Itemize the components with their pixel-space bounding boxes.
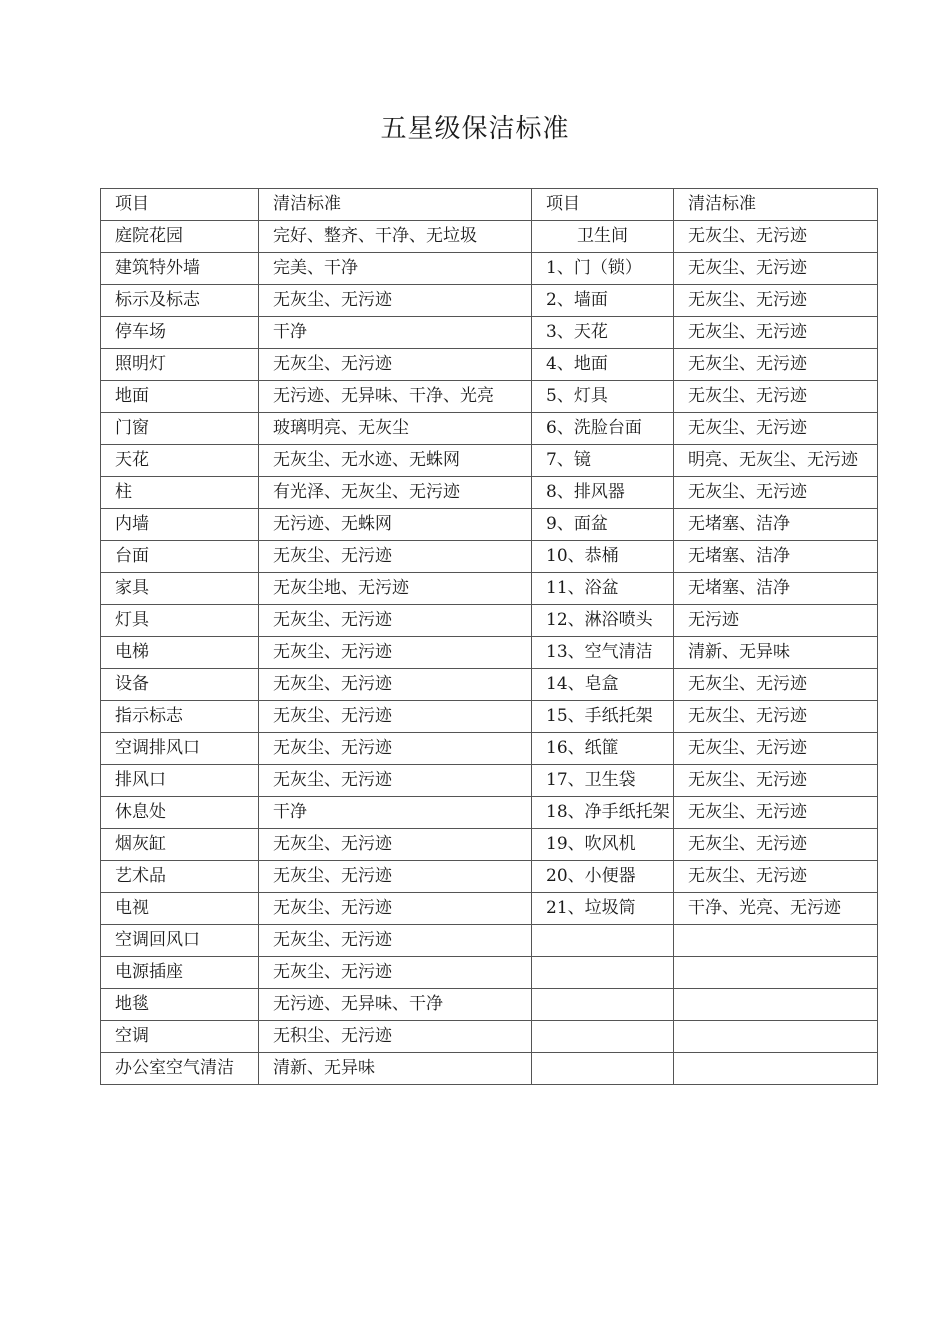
table-row (101, 637, 878, 669)
item-cell: 地面 (101, 381, 259, 413)
cleaning-standards-table (100, 188, 878, 1085)
table-row (101, 1053, 878, 1085)
item-cell: 烟灰缸 (101, 829, 259, 861)
item-cell: 家具 (101, 573, 259, 605)
table-row (101, 797, 878, 829)
bathroom-item-cell: 14、皂盒 (532, 669, 674, 701)
standard-cell: 无污迹、无蛛网 (259, 509, 532, 541)
item-cell: 设备 (101, 669, 259, 701)
page-title: 五星级保洁标准 (380, 114, 570, 144)
header-standard: 清洁标准 (674, 189, 878, 221)
table-row (101, 381, 878, 413)
bathroom-standard-cell: 无灰尘、无污迹 (674, 861, 878, 893)
item-cell: 内墙 (101, 509, 259, 541)
bathroom-item-cell: 4、地面 (532, 349, 674, 381)
table-row (101, 253, 878, 285)
table-row (101, 413, 878, 445)
item-cell: 排风口 (101, 765, 259, 797)
bathroom-item-cell: 21、垃圾筒 (532, 893, 674, 925)
bathroom-item-cell: 12、淋浴喷头 (532, 605, 674, 637)
bathroom-item-cell: 11、浴盆 (532, 573, 674, 605)
standard-cell: 无灰尘、无污迹 (259, 829, 532, 861)
bathroom-standard-cell: 干净、光亮、无污迹 (674, 893, 878, 925)
table-row (101, 925, 878, 957)
bathroom-item-cell: 13、空气清洁 (532, 637, 674, 669)
header-standard: 清洁标准 (259, 189, 532, 221)
item-cell: 空调排风口 (101, 733, 259, 765)
bathroom-item-cell: 2、墙面 (532, 285, 674, 317)
bathroom-standard-cell: 无灰尘、无污迹 (674, 253, 878, 285)
item-cell: 空调 (101, 1021, 259, 1053)
table-row (101, 221, 878, 253)
bathroom-item-cell (532, 925, 674, 957)
table-row (101, 701, 878, 733)
item-cell: 照明灯 (101, 349, 259, 381)
bathroom-item-cell: 19、吹风机 (532, 829, 674, 861)
item-cell: 电视 (101, 893, 259, 925)
item-cell: 标示及标志 (101, 285, 259, 317)
bathroom-item-cell (532, 957, 674, 989)
item-cell: 电源插座 (101, 957, 259, 989)
bathroom-standard-cell: 明亮、无灰尘、无污迹 (674, 445, 878, 477)
table-row (101, 669, 878, 701)
standard-cell: 无灰尘、无污迹 (259, 765, 532, 797)
standard-cell: 无灰尘、无污迹 (259, 605, 532, 637)
bathroom-item-cell: 15、手纸托架 (532, 701, 674, 733)
bathroom-item-cell: 20、小便器 (532, 861, 674, 893)
item-cell: 门窗 (101, 413, 259, 445)
standard-cell: 无灰尘、无污迹 (259, 349, 532, 381)
standard-cell: 无灰尘、无污迹 (259, 957, 532, 989)
bathroom-item-cell: 6、洗脸台面 (532, 413, 674, 445)
standard-cell: 无灰尘、无污迹 (259, 701, 532, 733)
bathroom-standard-cell: 清新、无异味 (674, 637, 878, 669)
bathroom-standard-cell (674, 925, 878, 957)
table-row (101, 989, 878, 1021)
bathroom-standard-cell: 无灰尘、无污迹 (674, 349, 878, 381)
table-row (101, 573, 878, 605)
table-row (101, 541, 878, 573)
bathroom-standard-cell: 无灰尘、无污迹 (674, 413, 878, 445)
bathroom-standard-cell: 无灰尘、无污迹 (674, 669, 878, 701)
standard-cell: 无污迹、无异味、干净 (259, 989, 532, 1021)
bathroom-standard-cell (674, 989, 878, 1021)
bathroom-standard-cell: 无灰尘、无污迹 (674, 765, 878, 797)
standard-cell: 完好、整齐、干净、无垃圾 (259, 221, 532, 253)
table-row (101, 733, 878, 765)
item-cell: 停车场 (101, 317, 259, 349)
item-cell: 台面 (101, 541, 259, 573)
bathroom-item-cell: 18、净手纸托架 (532, 797, 674, 829)
bathroom-standard-cell: 无灰尘、无污迹 (674, 829, 878, 861)
bathroom-standard-cell: 无污迹 (674, 605, 878, 637)
item-cell: 地毯 (101, 989, 259, 1021)
table-row (101, 445, 878, 477)
bathroom-item-cell: 16、纸篚 (532, 733, 674, 765)
table-row (101, 349, 878, 381)
standard-cell: 无灰尘、无污迹 (259, 669, 532, 701)
bathroom-standard-cell: 无灰尘、无污迹 (674, 733, 878, 765)
bathroom-standard-cell: 无灰尘、无污迹 (674, 381, 878, 413)
item-cell: 电梯 (101, 637, 259, 669)
standard-cell: 干净 (259, 797, 532, 829)
standard-cell: 无灰尘、无污迹 (259, 893, 532, 925)
table-row (101, 477, 878, 509)
table-row (101, 1021, 878, 1053)
item-cell: 指示标志 (101, 701, 259, 733)
standard-cell: 无积尘、无污迹 (259, 1021, 532, 1053)
bathroom-standard-cell: 无灰尘、无污迹 (674, 797, 878, 829)
standard-cell: 清新、无异味 (259, 1053, 532, 1085)
table-header-row (101, 189, 878, 221)
standard-cell: 无灰尘、无污迹 (259, 733, 532, 765)
bathroom-item-cell: 10、恭桶 (532, 541, 674, 573)
bathroom-standard-cell: 无堵塞、洁净 (674, 541, 878, 573)
bathroom-item-cell: 8、排风器 (532, 477, 674, 509)
bathroom-standard-cell (674, 1053, 878, 1085)
standard-cell: 无灰尘、无污迹 (259, 285, 532, 317)
standard-cell: 无灰尘、无污迹 (259, 861, 532, 893)
item-cell: 休息处 (101, 797, 259, 829)
table-row (101, 893, 878, 925)
standard-cell: 无灰尘、无水迹、无蛛网 (259, 445, 532, 477)
standard-cell: 干净 (259, 317, 532, 349)
bathroom-item-cell: 7、镜 (532, 445, 674, 477)
bathroom-item-cell (532, 1021, 674, 1053)
standard-cell: 无污迹、无异味、干净、光亮 (259, 381, 532, 413)
bathroom-standard-cell: 无灰尘、无污迹 (674, 221, 878, 253)
table-row (101, 285, 878, 317)
bathroom-standard-cell: 无灰尘、无污迹 (674, 701, 878, 733)
bathroom-item-cell: 17、卫生袋 (532, 765, 674, 797)
bathroom-item-cell (532, 989, 674, 1021)
item-cell: 建筑特外墙 (101, 253, 259, 285)
table-row (101, 317, 878, 349)
header-item: 项目 (532, 189, 674, 221)
item-cell: 灯具 (101, 605, 259, 637)
table-row (101, 861, 878, 893)
standard-cell: 无灰尘、无污迹 (259, 925, 532, 957)
bathroom-standard-cell: 无堵塞、洁净 (674, 573, 878, 605)
item-cell: 天花 (101, 445, 259, 477)
bathroom-item-cell: 1、门（锁） (532, 253, 674, 285)
standard-cell: 无灰尘、无污迹 (259, 637, 532, 669)
table-row (101, 957, 878, 989)
bathroom-standard-cell: 无灰尘、无污迹 (674, 317, 878, 349)
item-cell: 空调回风口 (101, 925, 259, 957)
bathroom-item-cell: 9、面盆 (532, 509, 674, 541)
standard-cell: 完美、干净 (259, 253, 532, 285)
bathroom-standard-cell: 无灰尘、无污迹 (674, 477, 878, 509)
item-cell: 办公室空气清洁 (101, 1053, 259, 1085)
bathroom-item-cell: 卫生间 (532, 221, 674, 253)
item-cell: 艺术品 (101, 861, 259, 893)
table-row (101, 829, 878, 861)
table-row (101, 509, 878, 541)
table-row (101, 605, 878, 637)
item-cell: 庭院花园 (101, 221, 259, 253)
bathroom-standard-cell (674, 957, 878, 989)
bathroom-item-cell: 5、灯具 (532, 381, 674, 413)
bathroom-standard-cell (674, 1021, 878, 1053)
item-cell: 柱 (101, 477, 259, 509)
bathroom-item-cell (532, 1053, 674, 1085)
bathroom-item-cell: 3、天花 (532, 317, 674, 349)
bathroom-standard-cell: 无灰尘、无污迹 (674, 285, 878, 317)
standard-cell: 有光泽、无灰尘、无污迹 (259, 477, 532, 509)
table-row (101, 765, 878, 797)
standard-cell: 玻璃明亮、无灰尘 (259, 413, 532, 445)
header-item: 项目 (101, 189, 259, 221)
standard-cell: 无灰尘、无污迹 (259, 541, 532, 573)
standard-cell: 无灰尘地、无污迹 (259, 573, 532, 605)
bathroom-standard-cell: 无堵塞、洁净 (674, 509, 878, 541)
